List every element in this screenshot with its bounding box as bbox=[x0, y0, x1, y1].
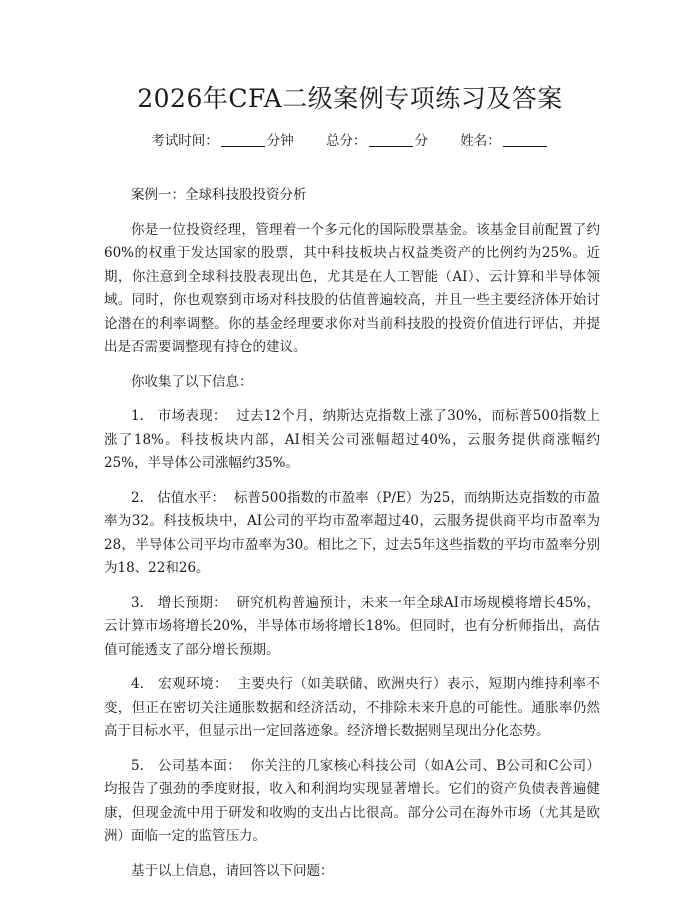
info-item-5 bbox=[104, 755, 600, 849]
total-score-unit: 分 bbox=[414, 133, 428, 149]
student-name-blank bbox=[503, 132, 547, 147]
info-item-label: 公司基本面： bbox=[157, 757, 242, 774]
total-score-field bbox=[326, 130, 428, 152]
exam-info-line bbox=[0, 130, 700, 152]
student-name-label: 姓名： bbox=[460, 133, 501, 149]
exam-time-blank bbox=[221, 132, 265, 147]
info-item-number: 1. bbox=[131, 408, 144, 424]
info-item-label: 宏观环境： bbox=[158, 676, 228, 692]
info-item-number: 5. bbox=[131, 757, 144, 774]
closing-prompt: 基于以上信息，请回答以下问题： bbox=[131, 862, 334, 879]
info-item-number: 3. bbox=[131, 594, 144, 611]
case-intro-paragraph: 你是一位投资经理，管理着一个多元化的国际股票基金。该基金目前配置了约60%的权重于发达国家的股票，其中科技板块占权益类资产的比例约为25%。近期，你注意到全球科技股表现出色，尤其是在人工智能（AI）、云计算和半导体领域。同时，你也观察到市场对科技股的估值普遍较高，并且一些主要经济体开始讨论潜在的利率调整。你的基金经理要求你对当前科技股的投资价值进行评估，并提出是否需要调整现有持仓的建议。 bbox=[104, 221, 600, 355]
info-item-label: 估值水平： bbox=[157, 489, 226, 506]
info-item-label: 市场表现： bbox=[157, 408, 227, 424]
info-item-text: 过去12个月，纳斯达克指数上涨了30%，而标普500指数上涨了18%。科技板块内部，AI相关公司涨幅超过40%，云服务提供商涨幅约25%，半导体公司涨幅约35%。 bbox=[104, 408, 601, 471]
exam-time-field bbox=[151, 130, 294, 152]
exam-time-unit: 分钟 bbox=[266, 133, 294, 149]
info-item-4 bbox=[104, 673, 600, 744]
total-score-label: 总分： bbox=[326, 133, 367, 149]
page-title: 2026年CFA二级案例专项练习及答案 bbox=[137, 84, 563, 113]
info-item-text: 研究机构普遍预计，未来一年全球AI市场规模将增长45%，云计算市场将增长20%，半导体市场将增长18%。但同时，也有分析师指出，高估值可能透支了部分增长预期。 bbox=[104, 594, 601, 658]
info-item-text: 标普500指数的市盈率（P/E）为25，而纳斯达克指数的市盈率为32。科技板块中，AI公司的平均市盈率超过40，云服务提供商平均市盈率为28，半导体公司平均市盈率为30。相比之下，过去5年这些指数的平均市盈率分别为18、22和26。 bbox=[104, 489, 600, 576]
total-score-blank bbox=[369, 132, 413, 147]
info-item-text: 你关注的几家核心科技公司（如A公司、B公司和C公司）均报告了强劲的季度财报，收入和利润均实现显著增长。它们的资产负债表普遍健康，但现金流中用于研发和收购的支出占比很高。部分公司在海外市场（尤其是欧洲）面临一定的监管压力。 bbox=[104, 757, 601, 844]
document-body bbox=[104, 184, 600, 894]
info-item-number: 2. bbox=[131, 489, 144, 506]
info-item-1 bbox=[104, 405, 600, 476]
student-name-field bbox=[460, 130, 549, 152]
info-lead-paragraph: 你收集了以下信息： bbox=[131, 373, 253, 390]
case-title: 案例一：全球科技股投资分析 bbox=[131, 187, 307, 203]
info-item-label: 增长预期： bbox=[157, 594, 227, 611]
info-item-number: 4. bbox=[131, 676, 144, 692]
exam-time-label: 考试时间： bbox=[151, 133, 219, 149]
info-item-2 bbox=[104, 487, 600, 581]
info-item-3 bbox=[104, 592, 600, 663]
info-item-text: 主要央行（如美联储、欧洲央行）表示，短期内维持利率不变，但正在密切关注通胀数据和经济活动，不排除未来升息的可能性。通胀率仍然高于目标水平，但显示出一定回落迹象。经济增长数据则呈现出分化态势。 bbox=[104, 676, 601, 739]
